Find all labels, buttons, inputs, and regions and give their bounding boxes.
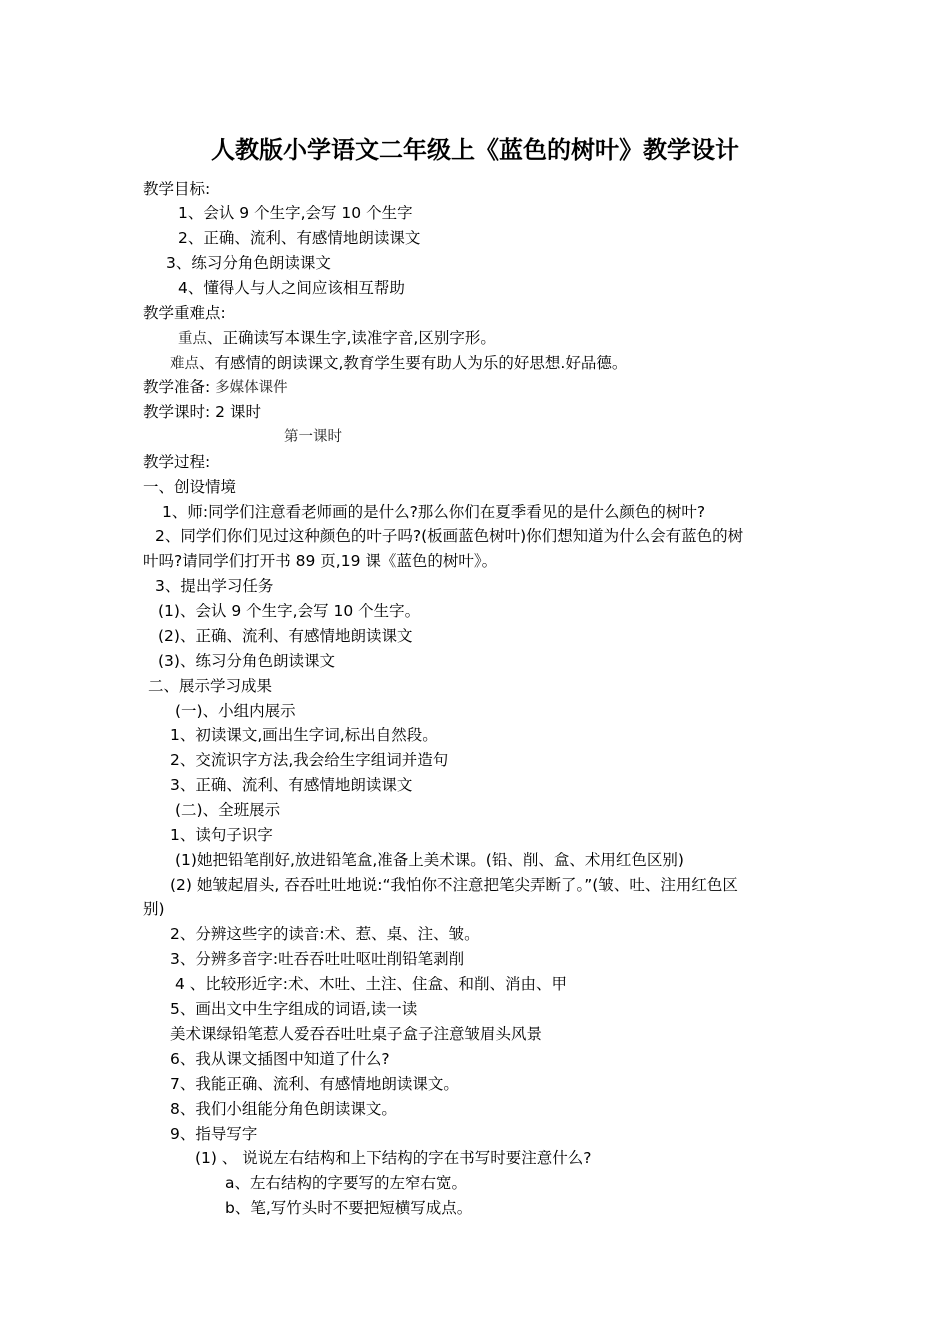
text-line: 1、师:同学们注意看老师画的是什么?那么你们在夏季看见的是什么颜色的树叶? — [162, 503, 706, 521]
text-line: 3、分辨多音字:吐吞吞吐吐呕吐削铅笔剥削 — [170, 950, 465, 968]
text-line: 2、正确、流利、有感情地朗读课文 — [178, 229, 421, 247]
text-line: (1) 、 说说左右结构和上下结构的字在书写时要注意什么? — [195, 1149, 592, 1167]
text-line: (3)、练习分角色朗读课文 — [158, 652, 335, 670]
text-line — [143, 375, 288, 400]
text-line: 美术课绿铅笔惹人爱吞吞吐吐桌子盒子注意皱眉头风景 — [170, 1025, 543, 1043]
text-line: 9、指导写字 — [170, 1125, 258, 1143]
difficult-point-label: 难点 — [170, 356, 199, 372]
text-line: a、左右结构的字要写的左窄右宽。 — [225, 1174, 467, 1192]
text-line: 7、我能正确、流利、有感情地朗读课文。 — [170, 1075, 459, 1093]
text-line: 教学重难点: — [143, 304, 226, 322]
text-line: 5、画出文中生字组成的词语,读一读 — [170, 1000, 418, 1018]
text-line: 教学过程: — [143, 453, 211, 471]
text-line — [178, 326, 496, 351]
text-line: 3、练习分角色朗读课文 — [166, 254, 331, 272]
text-line: 别) — [143, 900, 165, 918]
document-title: 人教版小学语文二年级上《蓝色的树叶》教学设计 — [211, 136, 739, 164]
text-line: 4 、比较形近字:术、木吐、土注、住盒、和削、消由、甲 — [175, 975, 568, 993]
text-line — [170, 351, 627, 376]
text-line — [143, 400, 261, 424]
text-line: 教学目标: — [143, 180, 211, 198]
text-line: b、笔,写竹头时不要把短横写成点。 — [225, 1199, 473, 1217]
text-line: 1、读句子识字 — [170, 826, 273, 844]
text-line: (2)、正确、流利、有感情地朗读课文 — [158, 627, 413, 645]
key-point-label: 重点 — [178, 331, 207, 347]
lesson-heading: 第一课时 — [284, 429, 342, 445]
text-line: 二、展示学习成果 — [148, 677, 273, 695]
difficult-point-text: 、有感情的朗读课文,教育学生要有助人为乐的好思想.好品德。 — [199, 354, 628, 372]
text-line: 2、分辨这些字的读音:术、惹、桌、注、皱。 — [170, 925, 480, 943]
text-line: (1)她把铅笔削好,放进铅笔盒,准备上美术课。(铅、削、盒、术用红色区别) — [175, 851, 684, 869]
text-line: 1、会认 9 个生字,会写 10 个生字 — [178, 204, 413, 222]
hours-label: 教学课时: — [143, 403, 211, 421]
prep-value: 多媒体课件 — [215, 380, 288, 396]
text-line: 3、提出学习任务 — [155, 577, 274, 595]
text-line: 2、交流识字方法,我会给生字组词并造句 — [170, 751, 449, 769]
text-line: 4、懂得人与人之间应该相互帮助 — [178, 279, 405, 297]
text-line: (2) 她皱起眉头, 吞吞吐吐地说:“我怕你不注意把笔尖弄断了。”(皱、吐、注用红色区 — [170, 876, 738, 894]
text-line: (一)、小组内展示 — [175, 702, 296, 720]
hours-value: 2 课时 — [215, 403, 261, 421]
text-line: 6、我从课文插图中知道了什么? — [170, 1050, 390, 1068]
prep-label: 教学准备: — [143, 378, 211, 396]
text-line: (1)、会认 9 个生字,会写 10 个生字。 — [158, 602, 421, 620]
text-line: 3、正确、流利、有感情地朗读课文 — [170, 776, 413, 794]
text-line: 2、同学们你们见过这种颜色的叶子吗?(板画蓝色树叶)你们想知道为什么会有蓝色的树 — [155, 527, 744, 545]
text-line: (二)、全班展示 — [175, 801, 281, 819]
text-line: 8、我们小组能分角色朗读课文。 — [170, 1100, 397, 1118]
key-point-text: 、正确读写本课生字,读准字音,区别字形。 — [207, 329, 496, 347]
text-line: 1、初读课文,画出生字词,标出自然段。 — [170, 726, 438, 744]
text-line: 一、创设情境 — [143, 478, 237, 496]
text-line: 叶吗?请同学们打开书 89 页,19 课《蓝色的树叶》。 — [143, 552, 498, 570]
